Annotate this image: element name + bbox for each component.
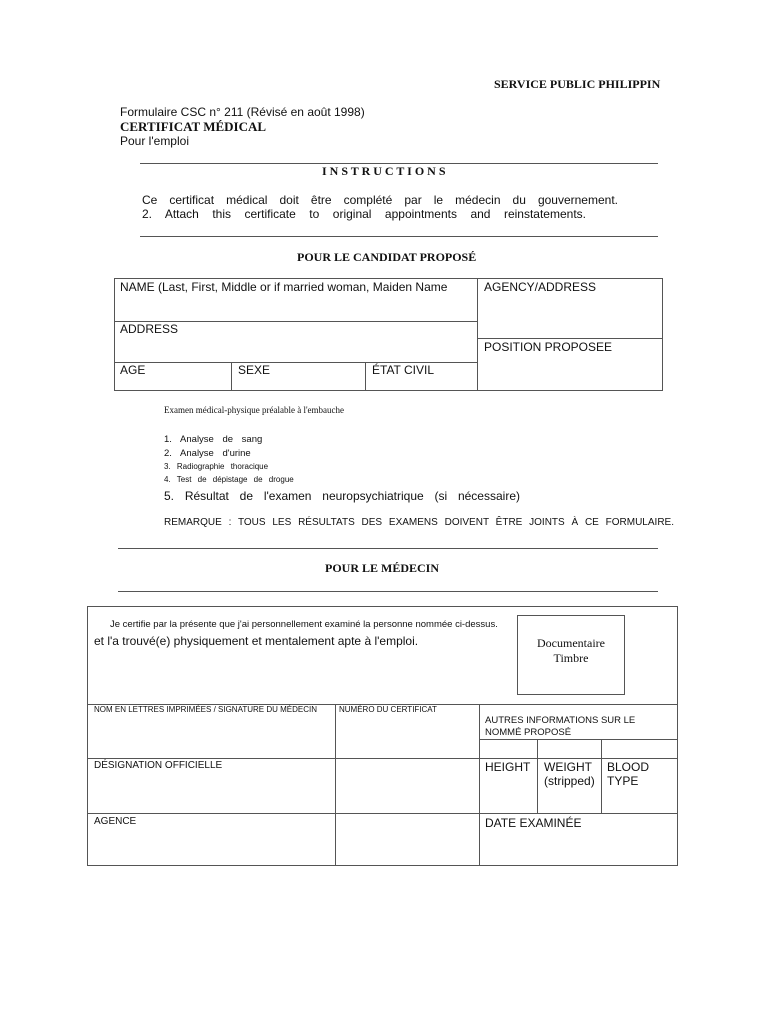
document-title: CERTIFICAT MÉDICAL (120, 119, 267, 134)
other-info-label: AUTRES INFORMATIONS SUR LE NOMMÉ PROPOSÉ (485, 715, 636, 738)
service-header: SERVICE PUBLIC PHILIPPIN (494, 77, 661, 91)
table-line (231, 362, 232, 391)
table-line (479, 704, 480, 866)
instructions-heading: I N S T R U C T I O N S (322, 164, 446, 178)
physician-name-signature-label[interactable]: NOM EN LETTRES IMPRIMÉES / SIGNATURE DU MÉDECIN (94, 705, 317, 714)
official-designation-label[interactable]: DÉSIGNATION OFFICIELLE (94, 760, 223, 771)
table-line (365, 362, 366, 391)
instruction-line-1: Ce certificat médical doit être complété par le médecin du gouvernement. (142, 193, 618, 207)
exam-item-5: 5. Résultat de l'examen neuropsychiatrique (si nécessaire) (164, 489, 520, 503)
divider (118, 591, 658, 592)
certification-line-2: et l'a trouvé(e) physiquement et mentalement apte à l'emploi. (94, 634, 419, 648)
exam-item-2: 2. Analyse d'urine (164, 448, 251, 459)
civil-status-field-label[interactable]: ÉTAT CIVIL (372, 363, 435, 377)
candidate-heading: POUR LE CANDIDAT PROPOSÉ (297, 250, 477, 264)
table-line (335, 704, 336, 866)
form-number: Formulaire CSC n° 211 (Révisé en août 1998) (120, 105, 365, 119)
height-label[interactable]: HEIGHT (485, 760, 531, 774)
table-line (477, 338, 663, 339)
document-subtitle: Pour l'emploi (120, 134, 189, 148)
agency-label[interactable]: AGENCE (94, 816, 137, 827)
stamp-label-2: Timbre (553, 651, 589, 665)
table-line (537, 739, 538, 813)
date-examined-label[interactable]: DATE EXAMINÉE (485, 816, 582, 830)
table-line (479, 739, 678, 740)
stamp-label-1: Documentaire (537, 636, 605, 650)
table-line (87, 758, 678, 759)
exam-item-3: 3. Radiographie thoracique (164, 462, 269, 471)
doctor-heading: POUR LE MÉDECIN (325, 561, 440, 575)
agency-address-field-label[interactable]: AGENCY/ADDRESS (484, 280, 597, 294)
table-line (87, 813, 678, 814)
table-line (477, 278, 478, 391)
weight-label[interactable]: WEIGHT (stripped) (544, 760, 595, 788)
divider (140, 236, 658, 237)
exam-remark: REMARQUE : TOUS LES RÉSULTATS DES EXAMENS DOIVENT ÊTRE JOINTS À CE FORMULAIRE. (164, 517, 674, 528)
certification-line-1: Je certifie par la présente que j'ai personnellement examiné la personne nommée ci-dessus. (110, 619, 498, 630)
certificate-number-label[interactable]: NUMÉRO DU CERTIFICAT (339, 705, 437, 714)
blood-type-label[interactable]: BLOOD TYPE (607, 760, 650, 788)
exam-item-1: 1. Analyse de sang (164, 434, 263, 445)
divider (118, 548, 658, 549)
exam-title: Examen médical-physique préalable à l'embauche (164, 405, 345, 415)
table-line (601, 739, 602, 813)
name-field-label[interactable]: NAME (Last, First, Middle or if married woman, Maiden Name (120, 280, 448, 294)
sex-field-label[interactable]: SEXE (238, 363, 271, 377)
address-field-label[interactable]: ADDRESS (120, 322, 179, 336)
age-field-label[interactable]: AGE (120, 363, 146, 377)
instruction-line-2: 2. Attach this certificate to original appointments and reinstatements. (142, 207, 586, 221)
position-field-label[interactable]: POSITION PROPOSEE (484, 340, 613, 354)
exam-item-4: 4. Test de dépistage de drogue (164, 475, 294, 484)
